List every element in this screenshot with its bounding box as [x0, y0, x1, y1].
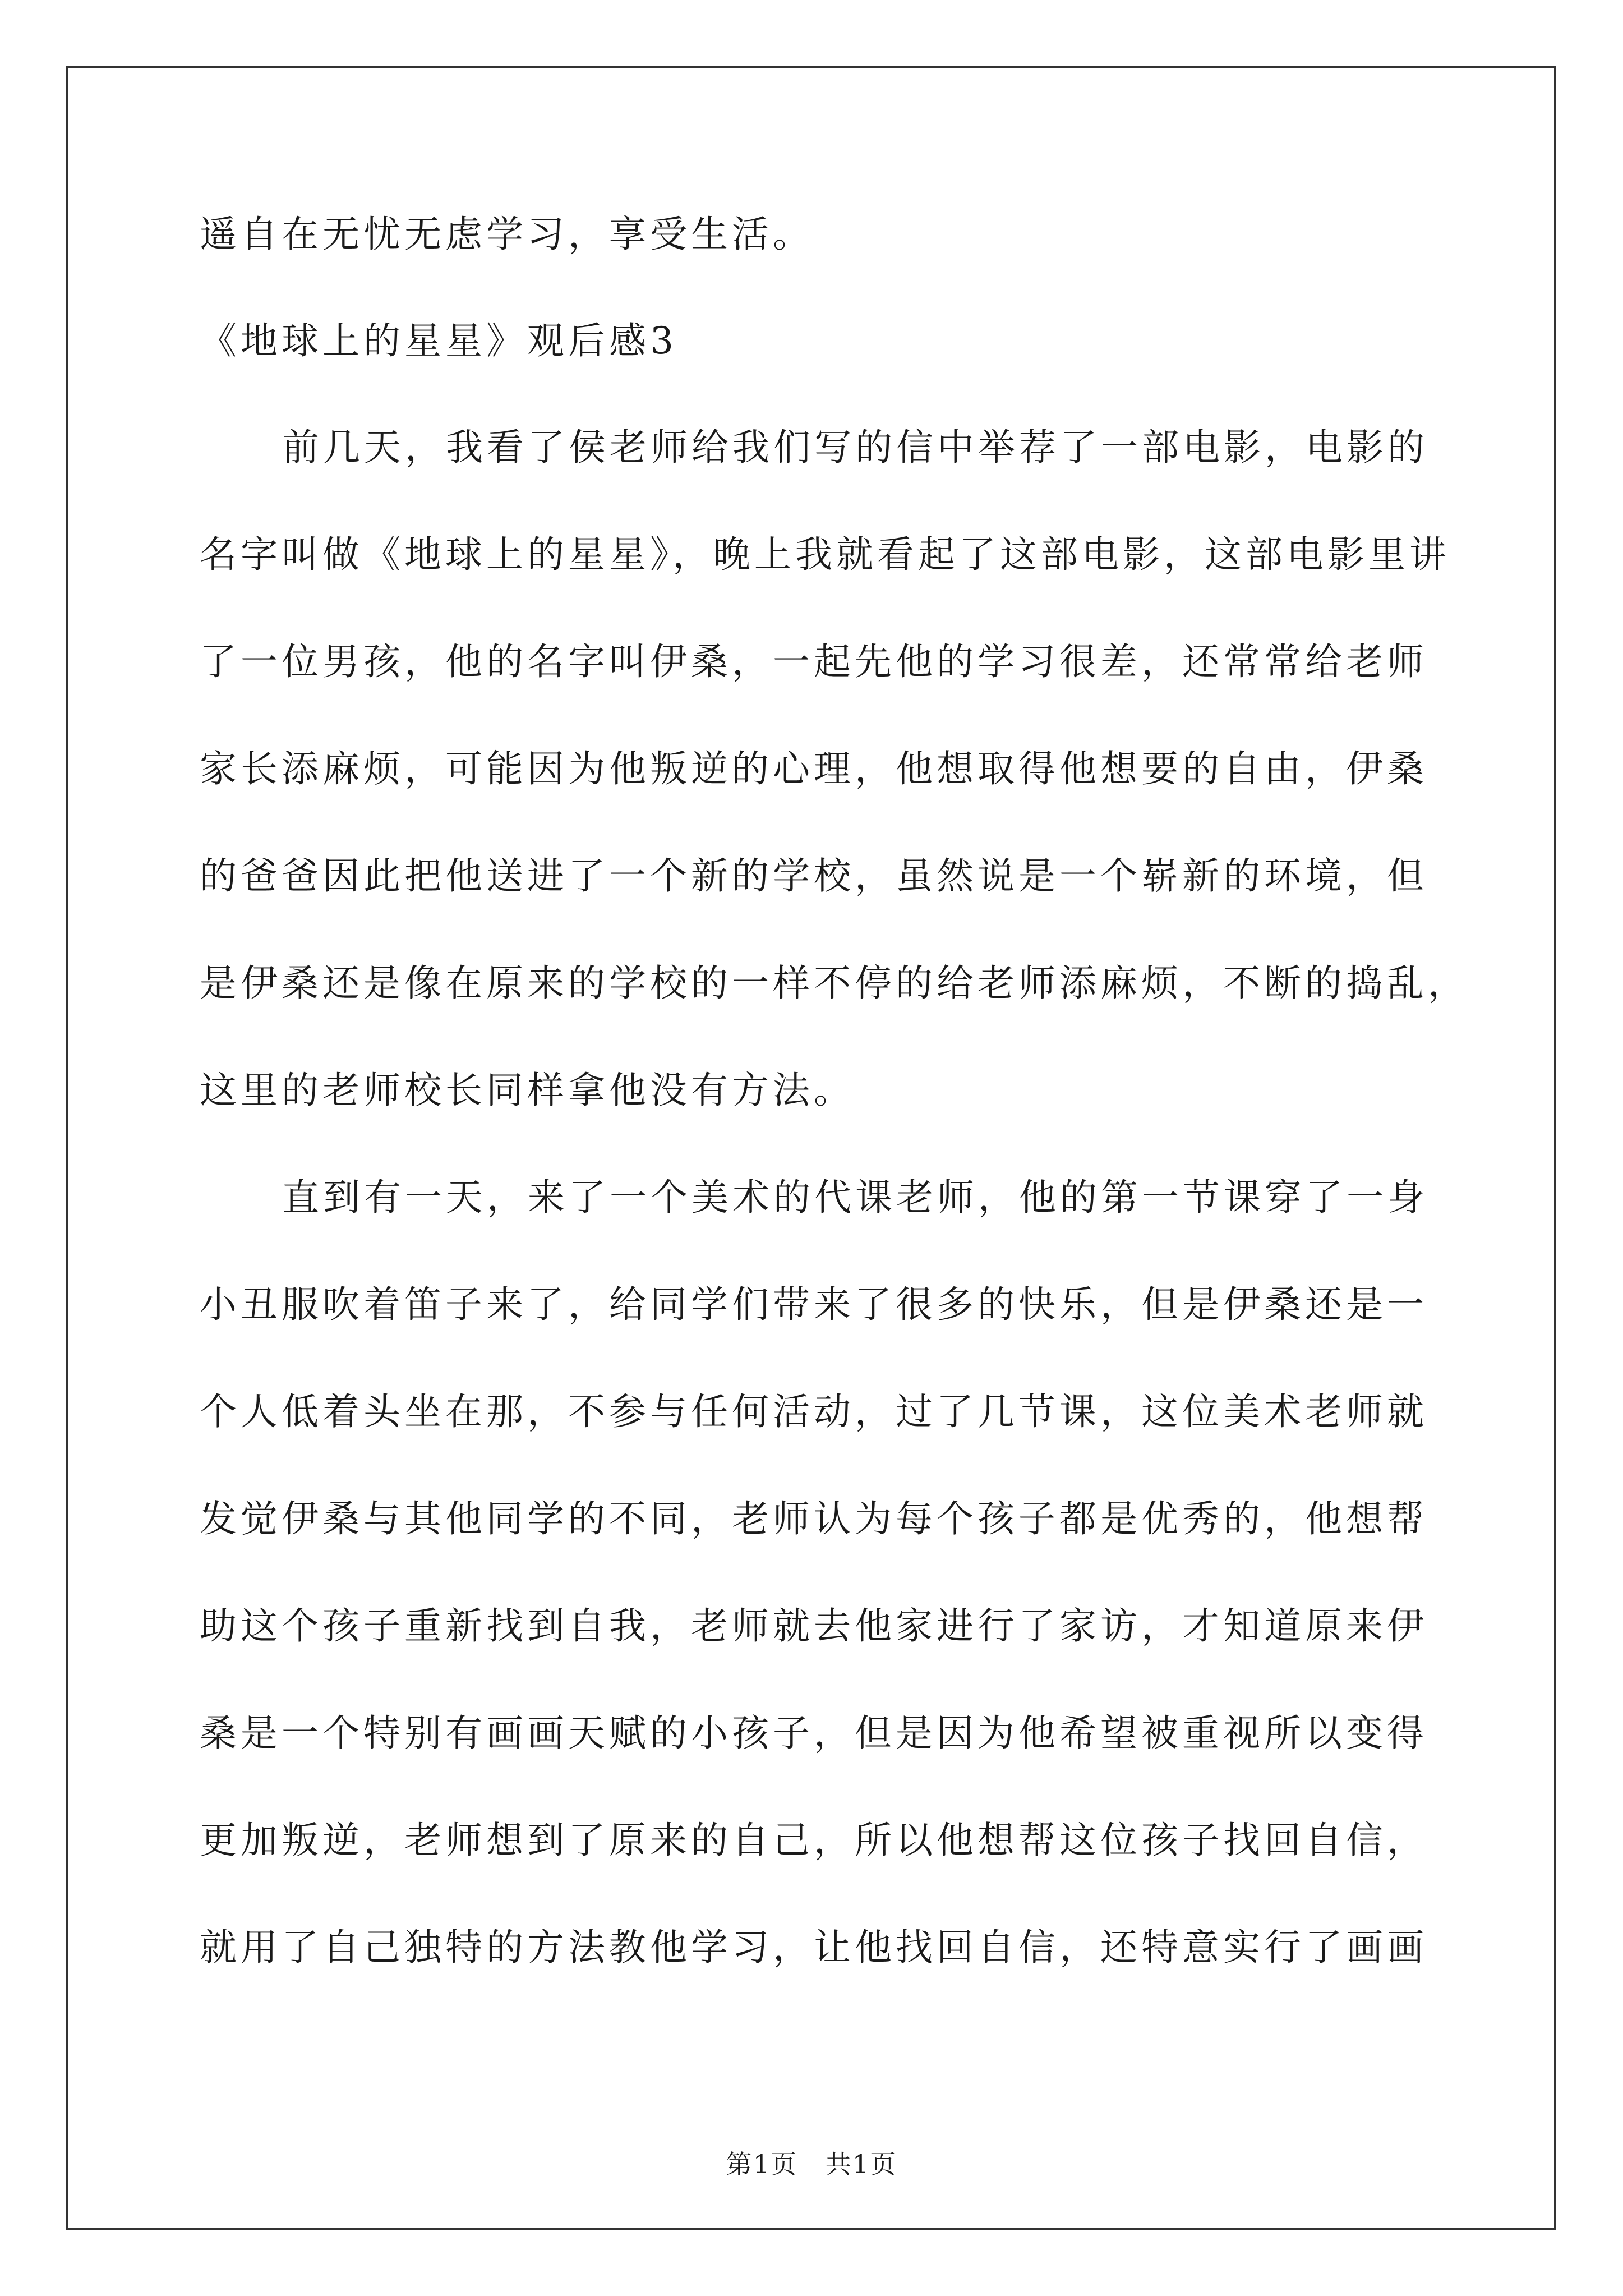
paragraph-first-line: 前几天，我看了侯老师给我们写的信中举荐了一部电影，电影的: [282, 426, 1428, 469]
paragraph-first-line: 直到有一天，来了一个美术的代课老师，他的第一节课穿了一身: [282, 1176, 1428, 1219]
text-line: 小丑服吹着笛子来了，给同学们带来了很多的快乐，但是伊桑还是一: [200, 1283, 1428, 1326]
page-number-footer: 第1页 共1页: [726, 2149, 897, 2179]
text-line: 这里的老师校长同样拿他没有方法。: [200, 1069, 855, 1112]
text-line: 了一位男孩，他的名字叫伊桑，一起先他的学习很差，还常常给老师: [200, 640, 1428, 683]
text-line: 个人低着头坐在那，不参与任何活动，过了几节课，这位美术老师就: [200, 1390, 1428, 1433]
text-line: 就用了自己独特的方法教他学习，让他找回自信，还特意实行了画画: [200, 1926, 1428, 1969]
text-line: 更加叛逆，老师想到了原来的自己，所以他想帮这位孩子找回自信，: [200, 1819, 1428, 1862]
text-line: 是伊桑还是像在原来的学校的一样不停的给老师添麻烦，不断的捣乱，: [200, 961, 1469, 1005]
document-body: [200, 213, 1469, 1969]
text-line: 遥自在无忧无虑学习，享受生活。: [200, 213, 814, 256]
text-line: 发觉伊桑与其他同学的不同，老师认为每个孩子都是优秀的，他想帮: [200, 1497, 1428, 1540]
text-line: 家长添麻烦，可能因为他叛逆的心理，他想取得他想要的自由，伊桑: [200, 747, 1428, 790]
text-line: 的爸爸因此把他送进了一个新的学校，虽然说是一个崭新的环境，但: [200, 854, 1428, 898]
section-heading: 《地球上的星星》观后感3: [200, 319, 677, 362]
text-line: 助这个孩子重新找到自我，老师就去他家进行了家访，才知道原来伊: [200, 1604, 1428, 1648]
text-line: 桑是一个特别有画画天赋的小孩子，但是因为他希望被重视所以变得: [200, 1711, 1428, 1755]
text-line: 名字叫做《地球上的星星》，晚上我就看起了这部电影，这部电影里讲: [200, 533, 1450, 576]
